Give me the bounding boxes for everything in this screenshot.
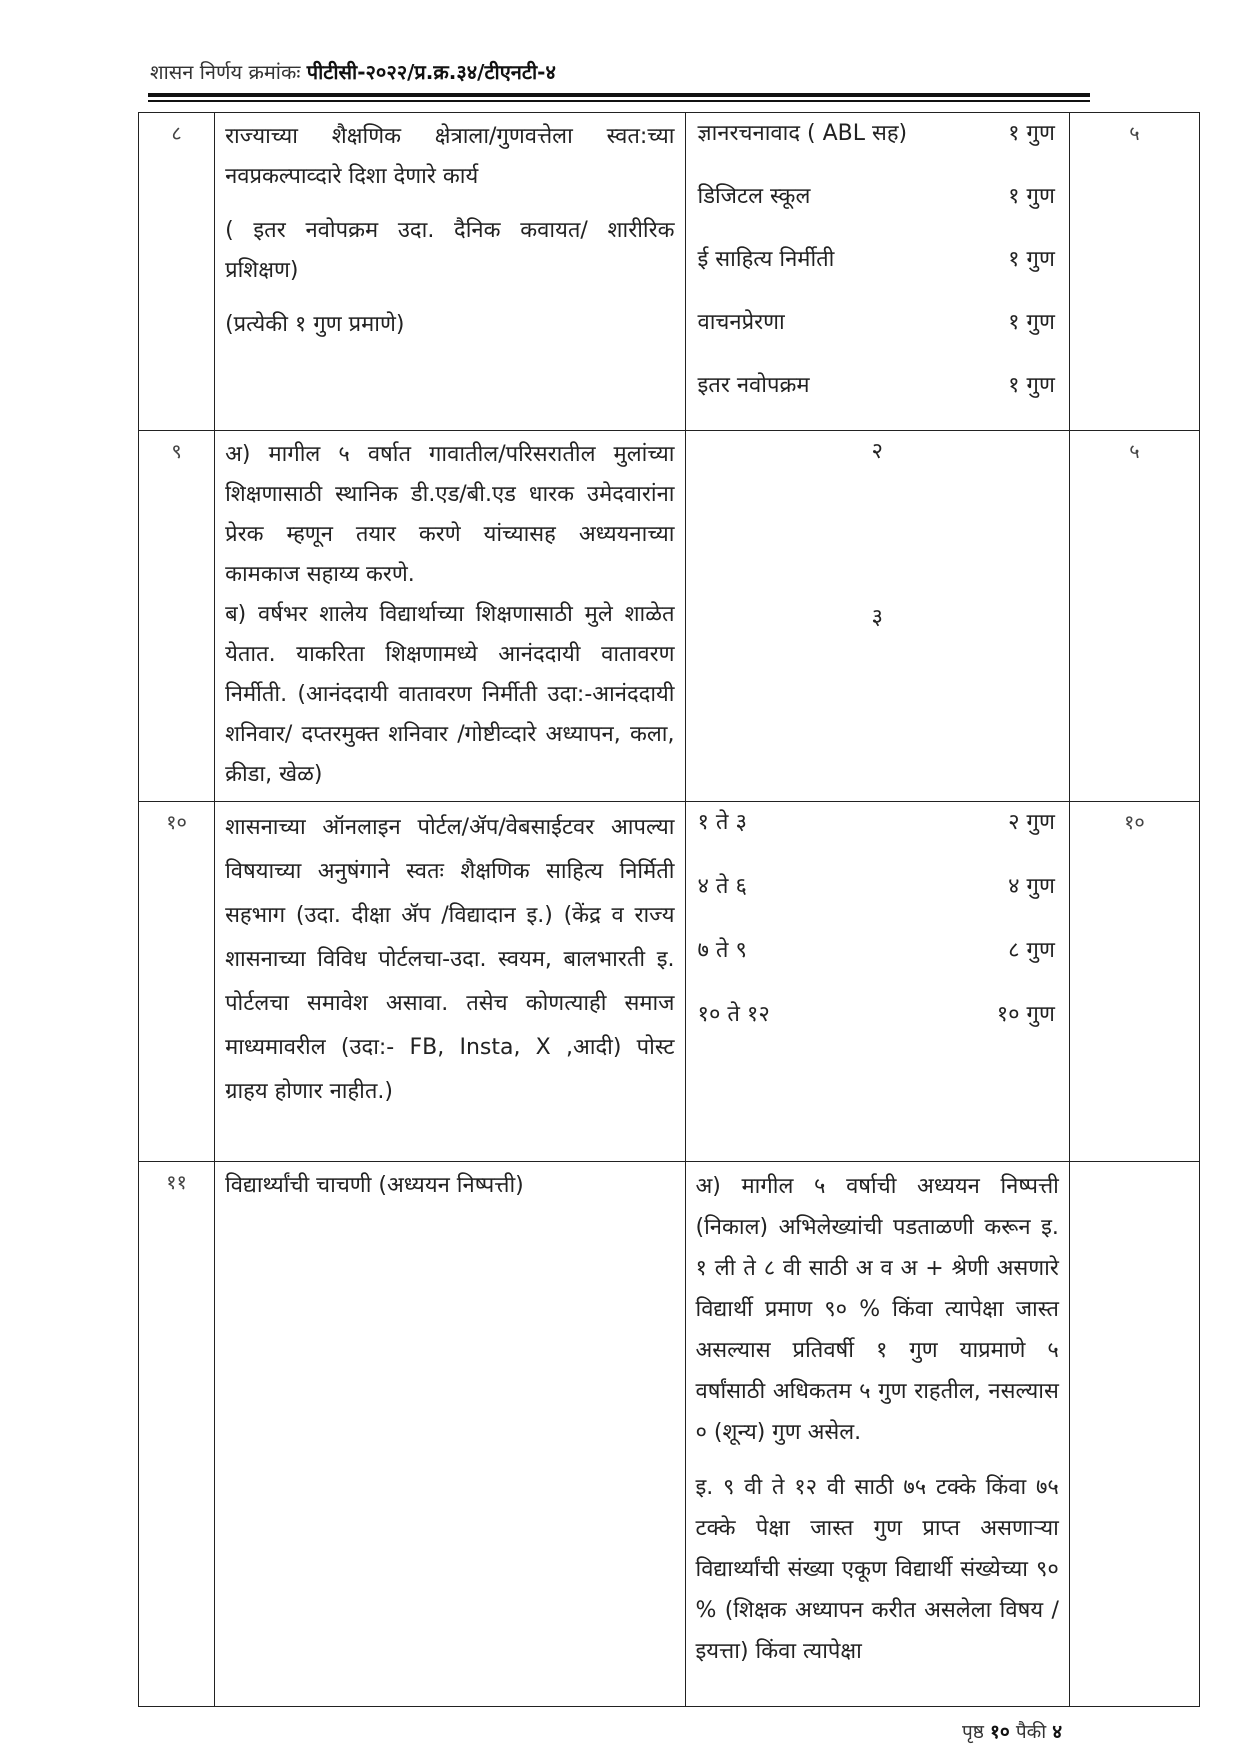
desc-text: शासनाच्या ऑनलाइन पोर्टल/ॲप/वेबसाईटवर आपल्या विषयाच्या अनुषंगाने स्वतः शैक्षणिक साहित्य निर्मिती सहभाग (उदा. दीक्षा ॲप /विद्यादान इ.) (केंद्र व राज्य शासनाच्या विविध पोर्टलचा-उदा. स्वयम, बालभारती इ. पोर्टलचा समावेश असावा. तसेच कोणत्याही समाज माध्यमावरील (उदा:- FB, Insta, X ,आदी) पोस्ट ग्राहय होणार नाहीत.) <box>225 815 675 1104</box>
header-code: पीटीसी-२०२२/प्र.क्र.३४/टीएनटी-४ <box>306 60 556 84</box>
row-number: ८ <box>171 121 182 145</box>
row-description <box>215 1162 684 1212</box>
row-number: ११ <box>166 1170 187 1194</box>
footer-total: १० <box>990 1721 1010 1743</box>
table-row <box>139 431 1200 802</box>
document-header <box>150 58 556 85</box>
score-label: १० ते १२ <box>697 1002 770 1027</box>
score-value: १ गुण <box>1008 184 1055 209</box>
score-value: ८ गुण <box>1008 938 1055 963</box>
score-item <box>686 113 1069 176</box>
score-value: १० गुण <box>996 1002 1055 1027</box>
row-description <box>215 113 684 351</box>
row-description <box>215 802 684 1120</box>
score-item <box>686 239 1069 302</box>
footer-prefix: पृष्ठ <box>962 1721 984 1743</box>
score-value: १ गुण <box>1008 121 1055 146</box>
score-label: ४ ते ६ <box>697 874 747 899</box>
desc-text: (प्रत्येकी १ गुण प्रमाणे) <box>225 312 405 337</box>
header-rule-thin <box>148 100 1090 102</box>
footer-middle: पैकी <box>1015 1721 1047 1743</box>
score-label: ७ ते ९ <box>697 938 747 963</box>
score-value: १ गुण <box>1008 310 1055 335</box>
score-label: वाचनप्रेरणा <box>697 310 785 335</box>
score-label: १ ते ३ <box>697 810 747 835</box>
score-item <box>686 302 1069 365</box>
score-item <box>686 365 1069 428</box>
score-value: ४ गुण <box>1008 874 1055 899</box>
criteria-table <box>138 112 1200 1707</box>
max-score: १० <box>1124 810 1145 834</box>
desc-text: विद्यार्थ्यांची चाचणी (अध्ययन निष्पत्ती) <box>225 1173 524 1198</box>
table-row <box>139 1162 1200 1707</box>
desc-text: राज्याच्या शैक्षणिक क्षेत्राला/गुणवत्तेला स्वत:च्या नवप्रकल्पाव्दारे दिशा देणारे कार्य <box>225 124 675 189</box>
max-score: ५ <box>1129 121 1140 145</box>
score-item <box>686 866 1069 930</box>
desc-text: अ) मागील ५ वर्षात गावातील/परिसरातील मुलांच्या शिक्षणासाठी स्थानिक डी.एड/बी.एड धारक उमेदवारांना प्रेरक म्हणून तयार करणे यांच्यासह अध्ययनाच्या कामकाज सहाय्य करणे. <box>225 442 675 587</box>
row-number: ९ <box>171 439 182 463</box>
header-prefix: शासन निर्णय क्रमांकः <box>150 60 301 84</box>
header-rule-thick <box>148 93 1090 97</box>
page-footer <box>962 1718 1062 1744</box>
table-row <box>139 802 1200 1162</box>
row-description <box>215 431 684 801</box>
max-score <box>1070 1162 1199 1168</box>
score-label: ज्ञानरचनावाद ( ABL सह) <box>697 121 908 146</box>
score-item <box>686 802 1069 866</box>
footer-page: ४ <box>1052 1721 1063 1743</box>
score-item <box>686 930 1069 994</box>
score-value: ३ <box>871 605 883 630</box>
score-value: २ गुण <box>1008 810 1055 835</box>
score-item <box>686 994 1069 1058</box>
score-value: १ गुण <box>1008 373 1055 398</box>
criteria-text: अ) मागील ५ वर्षाची अध्ययन निष्पत्ती (निकाल) अभिलेख्यांची पडताळणी करून इ. १ ली ते ८ वी साठी अ व अ + श्रेणी असणारे विद्यार्थी प्रमाण ९० % किंवा त्यापेक्षा जास्त असल्यास प्रतिवर्षी १ गुण याप्रमाणे ५ वर्षांसाठी अधिकतम ५ गुण राहतील, नसल्यास ० (शून्य) गुण असेल. <box>695 1174 1059 1445</box>
criteria-text: इ. ९ वी ते १२ वी साठी ७५ टक्के किंवा ७५ टक्के पेक्षा जास्त गुण प्राप्त असणाऱ्या विद्यार्थ्यांची संख्या एकूण विद्यार्थी संख्येच्या ९० % (शिक्षक अध्यापन करीत असलेला विषय /इयत्ता) किंवा त्यापेक्षा <box>695 1475 1059 1664</box>
score-criteria <box>686 1162 1069 1678</box>
desc-text: ( इतर नवोपक्रम उदा. दैनिक कवायत/ शारीरिक प्रशिक्षण) <box>225 218 675 283</box>
row-number: १० <box>166 810 187 834</box>
desc-text: ब) वर्षभर शालेय विद्यार्थाच्या शिक्षणासाठी मुले शाळेत येतात. याकरिता शिक्षणामध्ये आनंददायी वातावरण निर्मीती. (आनंददायी वातावरण निर्मीती उदा:-आनंददायी शनिवार/ दप्तरमुक्त शनिवार /गोष्टीव्दारे अध्यापन, कला, क्रीडा, खेळ) <box>225 602 675 787</box>
max-score: ५ <box>1129 439 1140 463</box>
score-value: १ गुण <box>1008 247 1055 272</box>
table-row <box>139 113 1200 431</box>
score-label: इतर नवोपक्रम <box>697 373 810 398</box>
score-value: २ <box>871 439 883 464</box>
score-label: ई साहित्य निर्मीती <box>697 247 835 272</box>
score-item <box>686 176 1069 239</box>
score-label: डिजिटल स्कूल <box>697 184 811 209</box>
